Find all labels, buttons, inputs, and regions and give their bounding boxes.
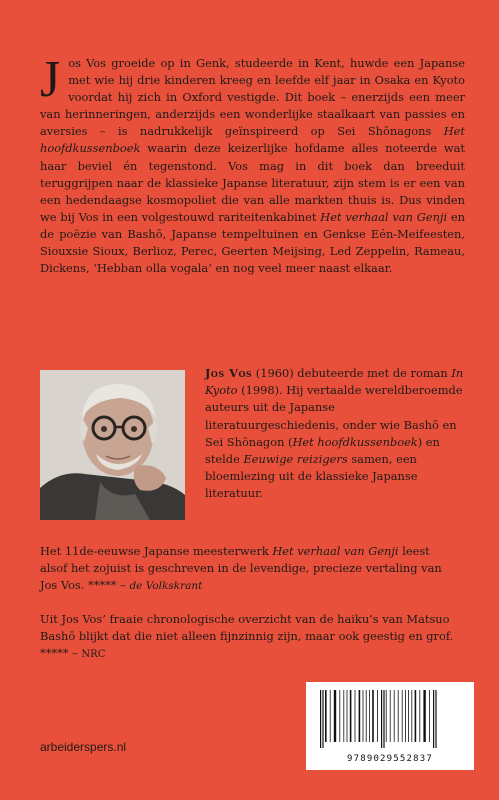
barcode-bar (377, 690, 378, 742)
barcode-bar (386, 690, 387, 742)
barcode-bar (433, 690, 434, 748)
barcode-bar (429, 690, 430, 742)
blurb-title-genji: Het verhaal van Genji (320, 209, 448, 224)
quote2-text: Uit Jos Vos’ fraaie chronologische overzicht van de haiku’s van Matsuo Bashō blijkt dat die niet alleen fijnzinnig zijn, maar ook geestig en grof. ***** – (40, 612, 454, 661)
barcode-bar (347, 690, 348, 742)
barcode-bar (350, 690, 352, 742)
barcode-bar (411, 690, 412, 742)
bio-book-in-kyoto: In Kyoto (205, 366, 464, 398)
barcode-bars (306, 682, 474, 752)
blurb-text-1: os Vos groeide op in Genk, studeerde in Kent, huwde een Japanse met wie hij drie kinderen kreeg en leefde elf jaar in Osaka en Kyoto voordat hij zich in Oxford vestigde. Dit boek – enerzijds een meer van herinneringen, anderzijds een wonderlijke staalkaart van passies en aversies – is nadrukkelijk geïnspireerd op Sei Shōnagons (40, 56, 465, 139)
quote1-text-2: leest alsof het zojuist is geschreven in de levendige, precieze vertaling van Jos Vos. ***** – (40, 544, 442, 593)
barcode-bar (390, 690, 391, 742)
barcode-bar (383, 690, 384, 748)
barcode-bar (405, 690, 406, 742)
review-quote-nrc (40, 611, 460, 663)
barcode-bar (359, 690, 361, 742)
barcode-bar (322, 690, 323, 748)
quote2-source: NRC (81, 649, 106, 661)
barcode-bar (325, 690, 327, 742)
barcode-bar (423, 690, 425, 742)
barcode-bar (435, 690, 436, 748)
barcode-bar (402, 690, 403, 742)
quote1-text-1: Het 11de-eeuwse Japanse meesterwerk (40, 544, 273, 558)
isbn-number: 9789029552837 (346, 754, 434, 764)
bio-text-1: (1960) debuteerde met de roman (252, 366, 452, 380)
drop-cap: J (40, 51, 61, 108)
author-photo (40, 370, 185, 520)
publisher-url: arbeiderspers.nl (40, 740, 127, 754)
barcode-bar (343, 690, 344, 742)
back-cover-blurb (40, 51, 465, 277)
bio-text-3: ) en stelde (205, 434, 440, 467)
quote1-source: de Volkskrant (129, 580, 203, 593)
barcode-bar (419, 690, 420, 742)
author-name: Jos Vos (205, 366, 253, 380)
barcode-bar (369, 690, 370, 742)
author-bio (205, 365, 467, 503)
bio-text-2: (1998). Hij vertaalde wereldberoemde auteurs uit de Japanse literatuurgeschiedenis, onder wie Bashō en Sei Shōnagon ( (205, 383, 463, 449)
barcode-bar (320, 690, 321, 748)
review-quote-volkskrant (40, 543, 460, 595)
barcode-bar (355, 690, 356, 742)
barcode-bar (415, 690, 417, 742)
barcode-bar (366, 690, 367, 742)
barcode-bar (398, 690, 399, 742)
bio-text-4: samen, een bloemlezing uit de klassieke Japanse literatuur. (205, 452, 418, 501)
bio-book-hoofdkussenboek: Het hoofdkussenboek (292, 434, 418, 449)
blurb-text-3: en de poëzie van Bashō, Japanse tempeltuinen en Genkse Eén-Meifeesten, Siouxsie Sioux, Berlioz, Perec, Geerten Meijsing, Led Zeppelin, Rameau, Dickens, ‘Hebban olla vogala’ en nog veel meer naast elkaar. (40, 209, 465, 276)
barcode-bar (408, 690, 409, 742)
blurb-text-2: waarin deze keizerlijke hofdame alles noteerde wat haar beviel én tegenstond. Vos mag in dit boek dan breeduit teruggrijpen naar de klassieke Japanse literatuur, zijn stem is er een van een hedendaagse kosmopoliet die van alle markten thuis is. Dus vinden we bij Vos in een volgestouwd rariteitenkabinet (40, 141, 465, 224)
barcode-bar (330, 690, 331, 742)
barcode-bar (363, 690, 364, 742)
quote1-book: Het verhaal van Genji (272, 544, 399, 558)
barcode-bar (394, 690, 395, 742)
barcode-bar (372, 690, 374, 742)
bio-book-eeuwige-reizigers: Eeuwige reizigers (243, 452, 348, 467)
barcode-bar (339, 690, 340, 742)
isbn-barcode (306, 682, 474, 770)
blurb-title-hoofdkussenboek: Het hoofdkussenboek (40, 124, 465, 156)
barcode-bar (381, 690, 382, 748)
barcode-bar (334, 690, 336, 742)
